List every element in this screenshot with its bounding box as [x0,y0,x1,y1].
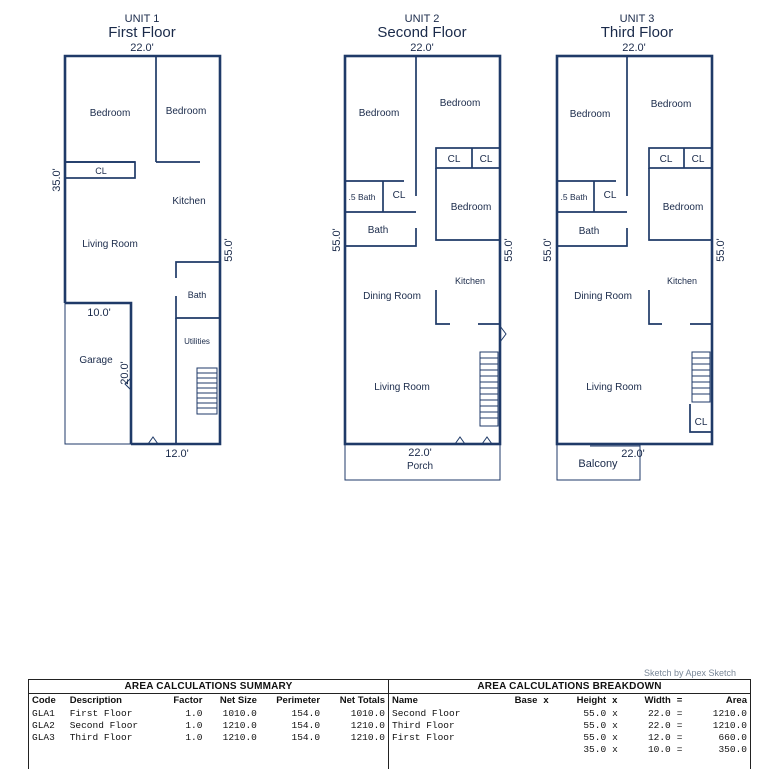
area-calculations [28,679,751,769]
table-row [29,731,388,743]
cell: 1210.0 [222,731,257,743]
cell: 1.0 [185,719,203,731]
area-summary-table [29,680,389,769]
unit-3-closet-label: CL [691,154,705,165]
unit-2-second-floor [331,13,515,480]
unit-2-porch-label: Porch [406,461,434,472]
cell: 350.0 [718,743,747,755]
cell: Third Floor [392,719,455,731]
cell: x [612,719,618,731]
unit-2-half-bath-label: .5 Bath [348,192,376,202]
wall [176,262,220,278]
cell: 35.0 [583,743,607,755]
cell: 154.0 [291,719,321,731]
cell: 660.0 [718,731,747,743]
table-row [389,731,750,743]
cell: = [676,719,683,731]
cell: 22.0 [647,707,671,719]
unit-1-kitchen-label: Kitchen [172,196,206,207]
wall [649,290,662,324]
cell: 154.0 [291,707,321,719]
cell: 55.0 [583,707,607,719]
cell: 154.0 [291,731,321,743]
summary-grid [29,694,388,743]
table-row [29,719,388,731]
unit-2-label: UNIT 2 [404,13,440,25]
unit-1-garage-depth-dimension: 20.0' [119,361,131,385]
cell: 22.0 [647,719,671,731]
cell: 1210.0 [712,707,747,719]
unit-3-living-room-label: Living Room [586,382,642,393]
cell: 1.0 [185,731,203,743]
unit-3-third-floor [542,13,727,480]
unit-1-bottom-dimension: 12.0' [165,448,189,460]
cell: 55.0 [583,731,607,743]
unit-3-kitchen-label: Kitchen [666,276,698,286]
unit-2-stairs [480,352,498,426]
unit-1-closet-label: CL [95,166,107,176]
header-cell: Description [69,695,122,706]
unit-1-utilities-label: Utilities [184,337,210,346]
cell [498,719,540,731]
cell [540,707,557,719]
unit-2-bottom-dimension: 22.0' [408,447,432,459]
unit-1-first-floor [51,13,235,460]
unit-2-closet-label: CL [447,154,461,165]
unit-1-label: UNIT 1 [124,13,160,25]
unit-3-closet-label: CL [659,154,673,165]
breakdown-header-row [389,694,750,707]
cell: Third Floor [69,731,133,743]
header-cell: x [543,695,549,706]
header-cell: Net Size [219,695,257,706]
unit-2-floor-title: Second Floor [377,24,467,41]
unit-1-bath-label: Bath [187,290,207,300]
unit-3-half-bath-label: .5 Bath [560,192,588,202]
unit-1-bedroom-label: Bedroom [89,108,131,119]
cell: x [612,743,618,755]
table-row [389,743,750,755]
unit-3-bath-label: Bath [578,226,600,237]
header-cell: Name [392,695,418,706]
unit-3-closet-label: CL [694,417,708,428]
wall [436,290,450,324]
unit-1-living-room-label: Living Room [82,239,138,250]
header-cell: Width [644,695,671,706]
unit-3-dining-room-label: Dining Room [574,291,632,302]
unit-2-bedroom-label: Bedroom [358,108,400,119]
cell: = [676,731,683,743]
cell: Second Floor [392,707,461,719]
cell [498,707,540,719]
unit-2-closet-label: CL [392,190,406,201]
cell: Second Floor [69,719,139,731]
unit-3-floor-title: Third Floor [600,24,674,41]
cell: x [612,707,618,719]
cell: 12.0 [647,731,671,743]
unit-3-balcony-label: Balcony [578,458,618,470]
unit-2-kitchen-label: Kitchen [454,276,486,286]
unit-2-bath-label: Bath [367,225,389,236]
cell: 1210.0 [712,719,747,731]
unit-1-floor-title: First Floor [108,24,176,41]
sketch-credit: Sketch by Apex Sketch [644,668,737,678]
header-cell: Factor [173,695,203,706]
cell [498,743,540,755]
cell: 55.0 [583,719,607,731]
unit-1-left-dimension: 35.0' [51,168,63,192]
unit-2-living-room-label: Living Room [374,382,430,393]
unit-3-top-dimension: 22.0' [622,42,646,54]
cell: x [612,731,618,743]
unit-2-dining-room-label: Dining Room [363,291,421,302]
summary-header-row [29,694,388,707]
unit-1-garage-label: Garage [79,355,113,366]
cell: = [676,707,683,719]
breakdown-grid [389,694,750,755]
table-row [29,707,388,719]
cell: GLA3 [32,731,55,743]
unit-3-bedroom-label: Bedroom [662,202,704,213]
unit-3-bedroom-label: Bedroom [650,99,692,110]
unit-3-stairs [692,352,710,402]
cell: 1210.0 [222,719,257,731]
cell [540,719,557,731]
table-row [389,707,750,719]
unit-3-bottom-dimension: 22.0' [621,448,645,460]
header-cell: Height [576,695,607,706]
cell [540,743,557,755]
cell: 10.0 [647,743,671,755]
unit-2-bedroom-label: Bedroom [450,202,492,213]
unit-1-stairs [197,368,217,414]
cell [498,731,540,743]
header-cell: = [676,695,683,706]
cell: 1210.0 [350,731,385,743]
unit-1-top-dimension: 22.0' [130,42,154,54]
unit-1-bedroom-label: Bedroom [165,106,207,117]
unit-3-right-dimension: 55.0' [715,238,727,262]
unit-1-right-dimension: 55.0' [223,238,235,262]
cell: GLA1 [32,707,55,719]
unit-3-left-dimension: 55.0' [542,238,554,262]
header-cell: x [612,695,618,706]
unit-3-closet-label: CL [603,190,617,201]
unit-2-top-dimension: 22.0' [410,42,434,54]
unit-3-label: UNIT 3 [619,13,655,25]
cell [389,743,498,755]
header-cell: Area [725,695,747,706]
unit-1-garage-width-dimension: 10.0' [87,307,111,319]
breakdown-title: AREA CALCULATIONS BREAKDOWN [389,680,750,694]
area-breakdown-table [389,680,750,769]
cell: First Floor [69,707,133,719]
header-cell: Code [32,695,56,706]
unit-2-right-dimension: 55.0' [503,238,515,262]
cell: 1010.0 [222,707,257,719]
header-cell: Base [514,695,538,706]
cell: 1.0 [185,707,203,719]
cell [540,731,557,743]
unit-2-bedroom-label: Bedroom [439,98,481,109]
header-cell: Perimeter [276,695,321,706]
cell: First Floor [392,731,455,743]
header-cell: Net Totals [339,695,385,706]
unit-2-left-dimension: 55.0' [331,228,343,252]
unit-3-bedroom-label: Bedroom [569,109,611,120]
summary-title: AREA CALCULATIONS SUMMARY [29,680,388,694]
table-row [389,719,750,731]
cell: = [676,743,683,755]
cell: 1010.0 [350,707,385,719]
cell: GLA2 [32,719,55,731]
unit-2-closet-label: CL [479,154,493,165]
cell: 1210.0 [350,719,385,731]
